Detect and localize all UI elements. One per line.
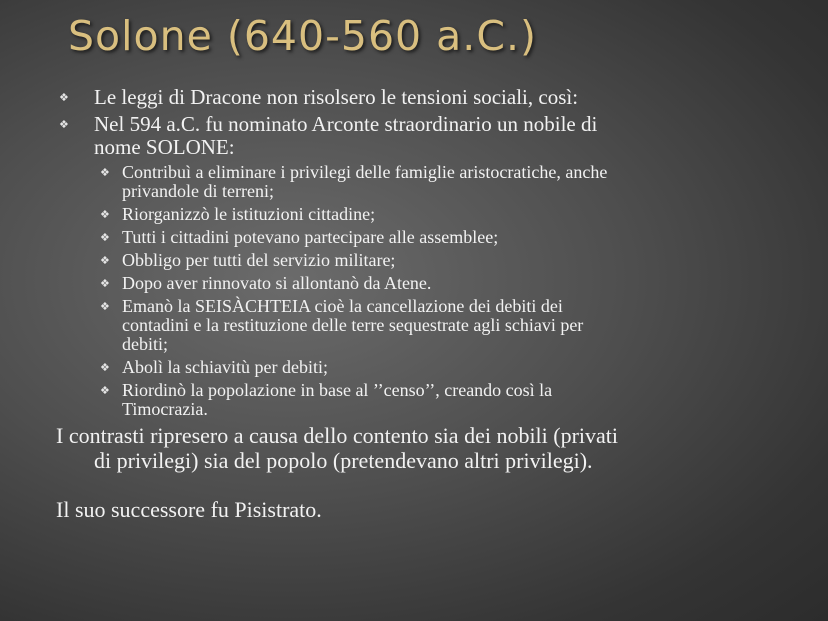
sub-bullet-item: [56, 274, 796, 293]
slide-body: [56, 86, 796, 522]
diamond-bullet-icon: ❖: [59, 91, 69, 104]
sub-bullet-text: Obbligo per tutti del servizio militare;: [122, 250, 396, 270]
sub-bullet-text: Timocrazia.: [122, 399, 208, 419]
diamond-bullet-icon: ❖: [100, 384, 110, 397]
summary-paragraph: [56, 423, 796, 473]
bullet-text: nome SOLONE:: [94, 135, 235, 159]
diamond-bullet-icon: ❖: [100, 231, 110, 244]
sub-bullet-text: Dopo aver rinnovato si allontanò da Atene.: [122, 273, 432, 293]
sub-bullet-text: Riordinò la popolazione in base al ’’censo’’, creando così la: [122, 380, 553, 400]
diamond-bullet-icon: ❖: [100, 300, 110, 313]
diamond-bullet-icon: ❖: [100, 361, 110, 374]
closing-line: [56, 497, 796, 522]
sub-bullet-text: Riorganizzò le istituzioni cittadine;: [122, 204, 376, 224]
bullet-text: Nel 594 a.C. fu nominato Arconte straordinario un nobile di: [94, 112, 598, 136]
sub-bullet-text: Tutti i cittadini potevano partecipare alle assemblee;: [122, 227, 499, 247]
paragraph-line: di privilegi) sia del popolo (pretendevano altri privilegi).: [94, 448, 593, 473]
sub-bullet-item: [56, 358, 796, 377]
diamond-bullet-icon: ❖: [100, 166, 110, 179]
sub-bullet-text: Contribuì a eliminare i privilegi delle famiglie aristocratiche, anche: [122, 162, 608, 182]
sub-bullet-item: [56, 205, 796, 224]
bullet-text: Le leggi di Dracone non risolsero le tensioni sociali, così:: [94, 85, 579, 109]
sub-bullet-item: [56, 297, 796, 354]
closing-text: Il suo successore fu Pisistrato.: [56, 497, 322, 522]
sub-bullet-text: debiti;: [122, 334, 168, 354]
sub-bullet-text: Abolì la schiavitù per debiti;: [122, 357, 328, 377]
paragraph-line: I contrasti ripresero a causa dello contento sia dei nobili (privati: [56, 423, 619, 448]
bullet-item: [56, 86, 796, 109]
sub-bullet-item: [56, 163, 796, 201]
spacer: [56, 473, 796, 497]
slide-title: Solone (640-560 a.C.): [68, 12, 537, 60]
diamond-bullet-icon: ❖: [59, 118, 69, 131]
sub-bullet-text: Emanò la SEISÀCHTEIA cioè la cancellazione dei debiti dei: [122, 296, 563, 316]
bullet-item: [56, 113, 796, 159]
diamond-bullet-icon: ❖: [100, 254, 110, 267]
sub-bullet-text: contadini e la restituzione delle terre sequestrate agli schiavi per: [122, 315, 584, 335]
diamond-bullet-icon: ❖: [100, 208, 110, 221]
sub-bullet-item: [56, 228, 796, 247]
sub-bullet-text: privandole di terreni;: [122, 181, 274, 201]
diamond-bullet-icon: ❖: [100, 277, 110, 290]
sub-bullet-item: [56, 251, 796, 270]
sub-bullet-item: [56, 381, 796, 419]
